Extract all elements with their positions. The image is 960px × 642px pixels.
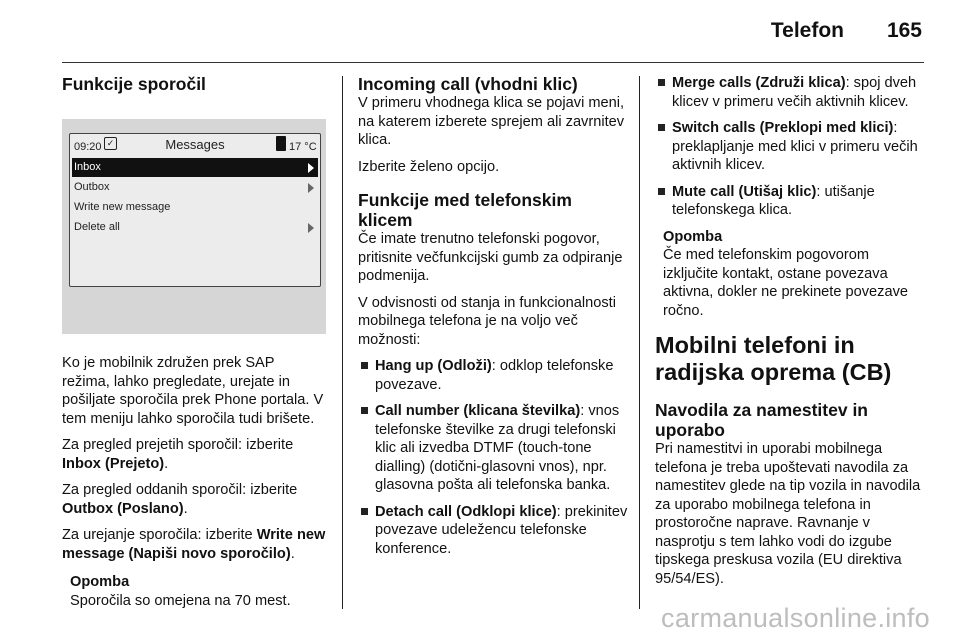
note-title: Opomba <box>70 574 130 590</box>
menu-item-write-new-message[interactable] <box>72 198 318 217</box>
menu-item-inbox[interactable] <box>72 158 318 177</box>
page-header <box>62 0 924 63</box>
paragraph: Če imate trenutno telefonski pogovor, pritisnite večfunkcijski gumb za odpiranje podmenija. <box>358 231 623 284</box>
screen-temperature: 17 °C <box>289 141 317 153</box>
watermark: carmanualsonline.info <box>661 603 930 633</box>
note <box>655 228 923 321</box>
section-heading: Incoming call (vhodni klic) <box>358 74 578 94</box>
screen-status-bar <box>70 134 320 154</box>
menu-item-outbox[interactable] <box>72 178 318 197</box>
check-icon: ✓ <box>104 137 117 150</box>
paragraph: Izberite želeno opcijo. <box>358 158 500 175</box>
phone-icon <box>276 136 286 151</box>
paragraph: Ko je mobilnik združen prek SAP režima, lahko pregledate, urejate in pošiljate sporočila prek Phone portala. V tem meniju lahko sporočila tudi brišete. <box>62 355 324 427</box>
list-item: Call number (klicana številka): vnos telefonske številke za drugi telefonski klic ali izvedba DTMF (touch-tone dialling) (dotični-glasovni vnos), npr. glasovna pošta ali telefonska banka. <box>358 402 628 495</box>
column-divider <box>342 76 343 609</box>
menu-item-label: Delete all <box>74 221 120 233</box>
list-item: Hang up (Odloži): odklop telefonske povezave. <box>358 357 628 394</box>
column-1 <box>62 74 326 610</box>
bullet-icon <box>658 188 665 195</box>
bullet-icon <box>658 124 665 131</box>
section-heading: Funkcije med telefonskim klicem <box>358 190 572 230</box>
messages-screen <box>69 133 321 287</box>
chevron-right-icon <box>308 183 314 193</box>
paragraph: V primeru vhodnega klica se pojavi meni, na katerem izberete sprejem ali zavrnitev klica. <box>358 95 625 148</box>
main-heading: Mobilni telefoni in radijska oprema (CB) <box>655 332 892 385</box>
column-3 <box>655 74 923 588</box>
column-divider <box>639 76 640 609</box>
column-2 <box>358 74 628 558</box>
paragraph: V odvisnosti od stanja in funkcionalnosti mobilnega telefona je na voljo več možnosti: <box>358 294 616 348</box>
paragraph: Za pregled oddanih sporočil: izberite Outbox (Poslano). <box>62 482 298 517</box>
note-title: Opomba <box>663 228 723 245</box>
bullet-icon <box>361 407 368 414</box>
menu-item-label: Write new message <box>74 201 171 213</box>
bullet-icon <box>361 362 368 369</box>
bullet-icon <box>361 508 368 515</box>
note-text: Sporočila so omejena na 70 mest. <box>70 592 291 609</box>
menu-item-label: Inbox <box>74 161 101 173</box>
paragraph: Za pregled prejetih sporočil: izberite Inbox (Prejeto). <box>62 437 294 472</box>
menu-item-label: Outbox <box>74 181 110 193</box>
page-number: 165 <box>886 19 922 42</box>
section-heading: Navodila za namestitev in uporabo <box>655 400 868 440</box>
screen-title: Messages <box>165 137 225 152</box>
section-heading: Funkcije sporočil <box>62 74 206 94</box>
note-text: Če med telefonskim pogovorom izključite kontakt, ostane povezava aktivna, dokler ne prekinete povezave ročno. <box>663 247 909 319</box>
list-item: Detach call (Odklopi klice): prekinitev povezave udeležencu telefonske konference. <box>358 503 628 559</box>
menu-item-delete-all[interactable] <box>72 218 318 237</box>
list-item: Merge calls (Združi klica): spoj dveh klicev v primeru večih aktivnih klicev. <box>655 74 923 111</box>
chevron-right-icon <box>308 163 314 173</box>
paragraph: Pri namestitvi in uporabi mobilnega telefona je treba upoštevati navodila za namestitev glede na tip vozila in navodila za uporabo mobilnega telefona in prostoročne naprave. Ravnanje v nasprotju s tem lahko vodi do izgube tipskega preskusa vozila (EU direktiva 95/54/ES). <box>655 441 921 587</box>
list-item: Mute call (Utišaj klic): utišanje telefonskega klica. <box>655 183 923 220</box>
list-item: Switch calls (Preklopi med klici): preklapljanje med klici v primeru večih aktivnih klicev. <box>655 119 923 175</box>
paragraph: Za urejanje sporočila: izberite Write new message (Napiši novo sporočilo). <box>62 527 326 562</box>
messages-screen-figure <box>62 119 326 334</box>
chevron-right-icon <box>308 223 314 233</box>
screen-time: 09:20 <box>74 141 102 153</box>
bullet-icon <box>658 79 665 86</box>
chapter-title: Telefon <box>770 19 844 42</box>
